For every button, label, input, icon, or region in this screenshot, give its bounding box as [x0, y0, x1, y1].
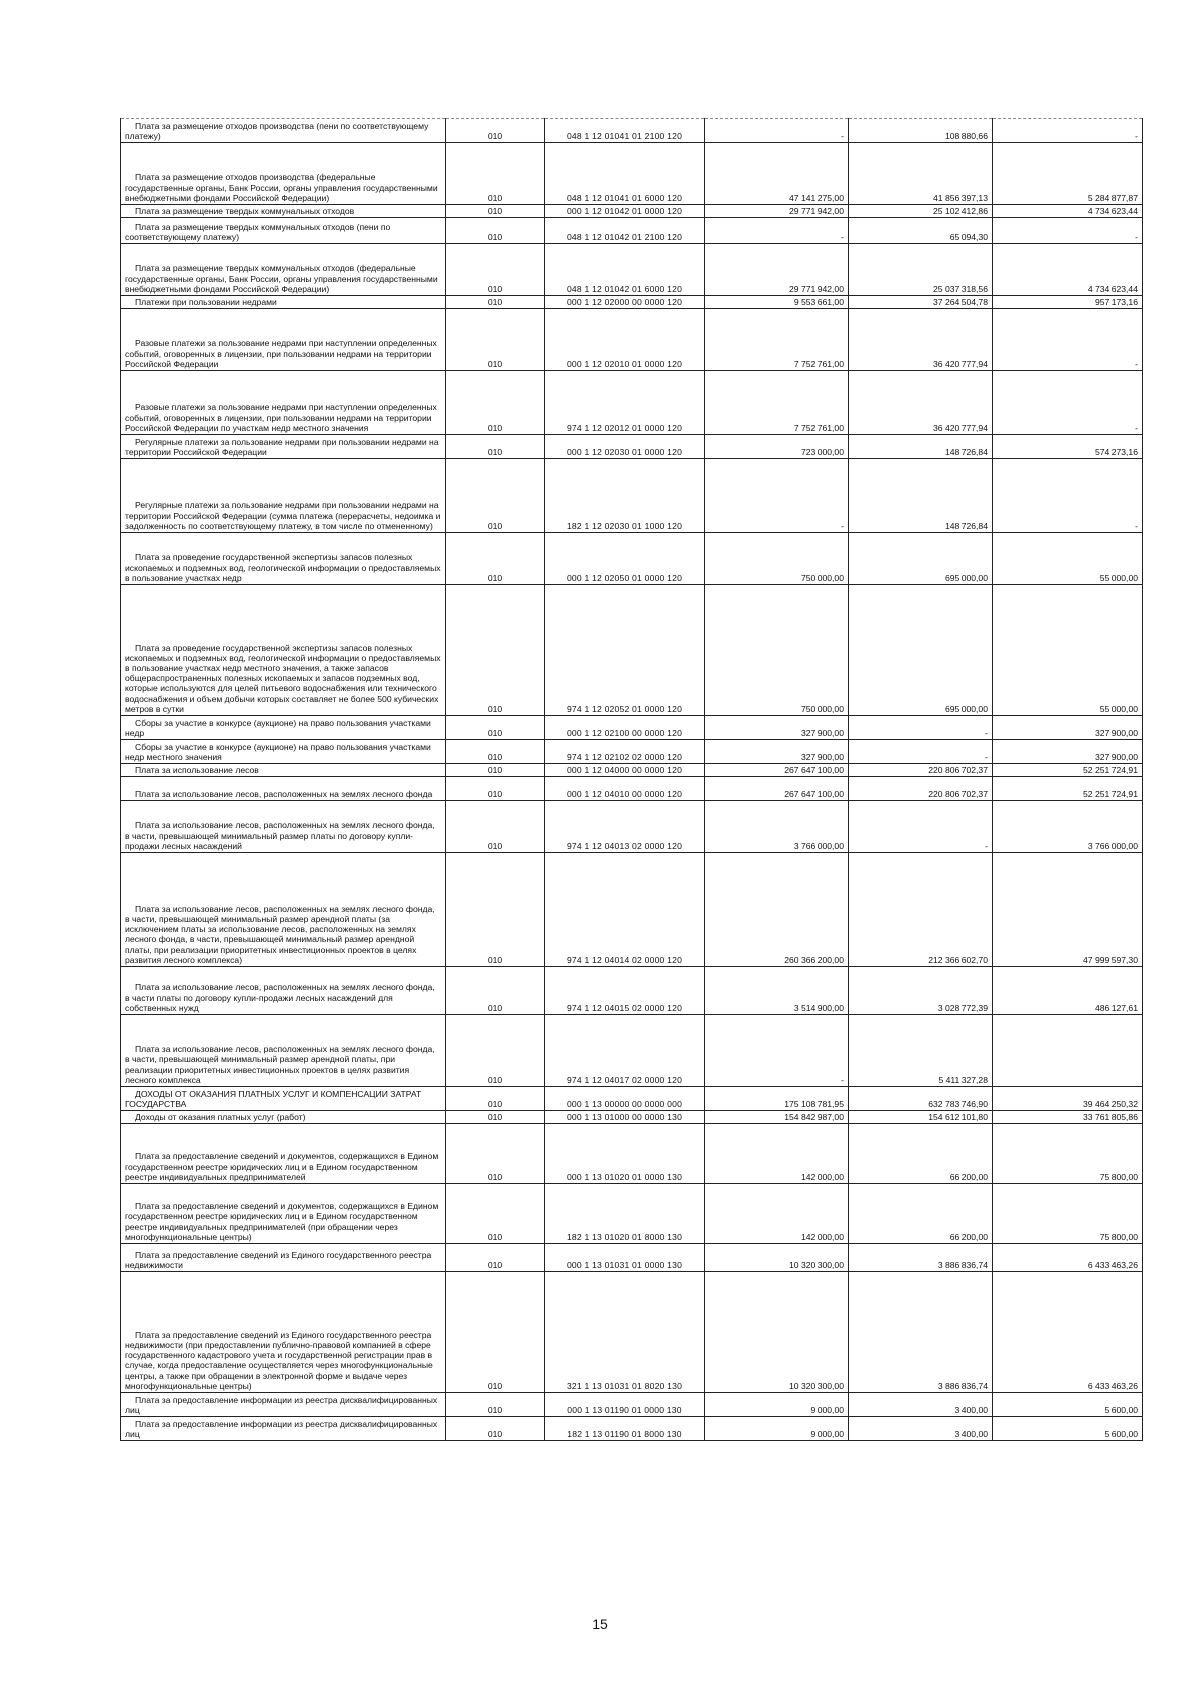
row-approved-amount: 9 553 661,00 — [705, 296, 849, 309]
row-budget-code: 048 1 12 01042 01 6000 120 — [545, 244, 705, 296]
row-executed-amount: 3 886 836,74 — [849, 1244, 993, 1272]
row-name: Сборы за участие в конкурсе (аукционе) на право пользования участками недр — [121, 716, 446, 740]
row-unexecuted-amount: 5 600,00 — [993, 1417, 1143, 1441]
row-unexecuted-amount: 75 800,00 — [993, 1124, 1143, 1184]
row-budget-code: 000 1 13 01000 00 0000 130 — [545, 1111, 705, 1124]
row-executed-amount: 3 400,00 — [849, 1417, 993, 1441]
row-line-code: 010 — [446, 296, 545, 309]
row-executed-amount: 220 806 702,37 — [849, 764, 993, 777]
row-budget-code: 048 1 12 01042 01 2100 120 — [545, 218, 705, 244]
row-approved-amount: 267 647 100,00 — [705, 777, 849, 801]
row-name: Плата за предоставление информации из реестра дисквалифицированных лиц — [121, 1417, 446, 1441]
row-approved-amount: - — [705, 119, 849, 143]
row-approved-amount: 29 771 942,00 — [705, 244, 849, 296]
row-unexecuted-amount: 52 251 724,91 — [993, 764, 1143, 777]
row-budget-code: 974 1 12 04015 02 0000 120 — [545, 967, 705, 1015]
row-unexecuted-amount: 52 251 724,91 — [993, 777, 1143, 801]
row-approved-amount: 10 320 300,00 — [705, 1244, 849, 1272]
table-row — [121, 1124, 1143, 1184]
row-executed-amount: 695 000,00 — [849, 585, 993, 716]
row-unexecuted-amount: - — [993, 371, 1143, 435]
row-budget-code: 048 1 12 01041 01 2100 120 — [545, 119, 705, 143]
row-name: Плата за предоставление сведений из Единого государственного реестра недвижимости (при предоставлении публично-правовой компанией в сфере государственного кадастрового учета и государственной регистрации прав в случае, когда предоставление осуществляется через многофункциональные центры, а также при обращении в электронной форме и выдаче через многофункциональные центры) — [121, 1272, 446, 1393]
row-line-code: 010 — [446, 777, 545, 801]
row-line-code: 010 — [446, 1272, 545, 1393]
row-unexecuted-amount: 3 766 000,00 — [993, 801, 1143, 853]
row-line-code: 010 — [446, 1393, 545, 1417]
row-name: ДОХОДЫ ОТ ОКАЗАНИЯ ПЛАТНЫХ УСЛУГ И КОМПЕНСАЦИИ ЗАТРАТ ГОСУДАРСТВА — [121, 1087, 446, 1111]
row-executed-amount: 154 612 101,80 — [849, 1111, 993, 1124]
row-name: Плата за использование лесов — [121, 764, 446, 777]
row-unexecuted-amount: - — [993, 218, 1143, 244]
row-executed-amount: 695 000,00 — [849, 533, 993, 585]
row-approved-amount: 3 514 900,00 — [705, 967, 849, 1015]
row-line-code: 010 — [446, 1111, 545, 1124]
row-name: Регулярные платежи за пользование недрами при пользовании недрами на территории Российской Федерации (сумма платежа (перерасчеты, недоимка и задолженность по соответствующему платежу, в том числе по отмененному) — [121, 459, 446, 533]
row-line-code: 010 — [446, 1417, 545, 1441]
row-executed-amount: 36 420 777,94 — [849, 371, 993, 435]
row-line-code: 010 — [446, 459, 545, 533]
row-budget-code: 974 1 12 04017 02 0000 120 — [545, 1015, 705, 1087]
row-approved-amount: 142 000,00 — [705, 1124, 849, 1184]
row-name: Плата за использование лесов, расположенных на землях лесного фонда — [121, 777, 446, 801]
row-line-code: 010 — [446, 244, 545, 296]
row-name: Плата за использование лесов, расположенных на землях лесного фонда, в части, превышающей минимальный размер платы по договору купли-продажи лесных насаждений — [121, 801, 446, 853]
row-unexecuted-amount: 327 900,00 — [993, 740, 1143, 764]
row-budget-code: 000 1 12 02050 01 0000 120 — [545, 533, 705, 585]
row-unexecuted-amount: 75 800,00 — [993, 1184, 1143, 1244]
row-approved-amount: 175 108 781,95 — [705, 1087, 849, 1111]
table-row — [121, 1393, 1143, 1417]
row-name: Плата за размещение твердых коммунальных отходов — [121, 205, 446, 218]
row-line-code: 010 — [446, 716, 545, 740]
row-unexecuted-amount: 55 000,00 — [993, 585, 1143, 716]
row-unexecuted-amount: - — [993, 309, 1143, 371]
row-approved-amount: 142 000,00 — [705, 1184, 849, 1244]
table-row — [121, 1015, 1143, 1087]
row-name: Плата за предоставление сведений из Единого государственного реестра недвижимости — [121, 1244, 446, 1272]
row-unexecuted-amount: 957 173,16 — [993, 296, 1143, 309]
table-row — [121, 585, 1143, 716]
row-budget-code: 000 1 12 02100 00 0000 120 — [545, 716, 705, 740]
row-line-code: 010 — [446, 309, 545, 371]
table-row — [121, 244, 1143, 296]
row-line-code: 010 — [446, 435, 545, 459]
table-row — [121, 967, 1143, 1015]
row-approved-amount: 260 366 200,00 — [705, 853, 849, 967]
row-budget-code: 000 1 12 02000 00 0000 120 — [545, 296, 705, 309]
row-unexecuted-amount: 6 433 463,26 — [993, 1272, 1143, 1393]
row-name: Разовые платежи за пользование недрами при наступлении определенных событий, оговоренных в лицензии, при пользовании недрами на территории Российской Федерации — [121, 309, 446, 371]
row-unexecuted-amount: 6 433 463,26 — [993, 1244, 1143, 1272]
table-row — [121, 801, 1143, 853]
table-row — [121, 1244, 1143, 1272]
table-row — [121, 1087, 1143, 1111]
row-executed-amount: 3 400,00 — [849, 1393, 993, 1417]
row-unexecuted-amount: 55 000,00 — [993, 533, 1143, 585]
row-executed-amount: 148 726,84 — [849, 435, 993, 459]
row-budget-code: 321 1 13 01031 01 8020 130 — [545, 1272, 705, 1393]
table-row — [121, 143, 1143, 205]
row-name: Плата за размещение твердых коммунальных отходов (пени по соответствующему платежу) — [121, 218, 446, 244]
row-budget-code: 000 1 12 04010 00 0000 120 — [545, 777, 705, 801]
row-approved-amount: 9 000,00 — [705, 1393, 849, 1417]
row-budget-code: 000 1 13 01031 01 0000 130 — [545, 1244, 705, 1272]
row-name: Плата за использование лесов, расположенных на землях лесного фонда, в части платы по договору купли-продажи лесных насаждений для собственных нужд — [121, 967, 446, 1015]
row-budget-code: 000 1 13 01190 01 0000 130 — [545, 1393, 705, 1417]
row-name: Плата за проведение государственной экспертизы запасов полезных ископаемых и подземных вод, геологической информации о предоставляемых в пользование участках недр местного значения, а также запасов общераспространенных полезных ископаемых и запасов подземных вод, которые используются для целей питьевого водоснабжения или технического водоснабжения и объем добычи которых составляет не более 500 кубических метров в сутки — [121, 585, 446, 716]
row-unexecuted-amount: - — [993, 119, 1143, 143]
row-approved-amount: 267 647 100,00 — [705, 764, 849, 777]
row-executed-amount: 3 028 772,39 — [849, 967, 993, 1015]
table-row — [121, 1417, 1143, 1441]
row-approved-amount: 750 000,00 — [705, 585, 849, 716]
row-unexecuted-amount: - — [993, 459, 1143, 533]
row-budget-code: 974 1 12 02102 02 0000 120 — [545, 740, 705, 764]
row-approved-amount: 10 320 300,00 — [705, 1272, 849, 1393]
row-executed-amount: 66 200,00 — [849, 1124, 993, 1184]
row-executed-amount: 5 411 327,28 — [849, 1015, 993, 1087]
row-budget-code: 974 1 12 02012 01 0000 120 — [545, 371, 705, 435]
row-executed-amount: 25 102 412,86 — [849, 205, 993, 218]
row-line-code: 010 — [446, 205, 545, 218]
row-executed-amount: 212 366 602,70 — [849, 853, 993, 967]
row-executed-amount: - — [849, 716, 993, 740]
row-budget-code: 974 1 12 02052 01 0000 120 — [545, 585, 705, 716]
row-name: Платежи при пользовании недрами — [121, 296, 446, 309]
revenue-table — [120, 118, 1143, 1441]
row-line-code: 010 — [446, 1124, 545, 1184]
row-budget-code: 048 1 12 01041 01 6000 120 — [545, 143, 705, 205]
row-line-code: 010 — [446, 1184, 545, 1244]
row-approved-amount: 154 842 987,00 — [705, 1111, 849, 1124]
row-approved-amount: 7 752 761,00 — [705, 371, 849, 435]
row-line-code: 010 — [446, 764, 545, 777]
row-name: Плата за предоставление информации из реестра дисквалифицированных лиц — [121, 1393, 446, 1417]
row-name: Плата за размещение отходов производства (пени по соответствующему платежу) — [121, 119, 446, 143]
row-executed-amount: 108 880,66 — [849, 119, 993, 143]
table-row — [121, 1184, 1143, 1244]
row-executed-amount: - — [849, 740, 993, 764]
row-executed-amount: 25 037 318,56 — [849, 244, 993, 296]
row-approved-amount: 9 000,00 — [705, 1417, 849, 1441]
table-row — [121, 309, 1143, 371]
row-executed-amount: 3 886 836,74 — [849, 1272, 993, 1393]
row-line-code: 010 — [446, 119, 545, 143]
row-name: Плата за размещение твердых коммунальных отходов (федеральные государственные органы, Банк России, органы управления государственными внебюджетными фондами Российской Федерации) — [121, 244, 446, 296]
row-approved-amount: 750 000,00 — [705, 533, 849, 585]
row-unexecuted-amount: 33 761 805,86 — [993, 1111, 1143, 1124]
row-name: Регулярные платежи за пользование недрами при пользовании недрами на территории Российской Федерации — [121, 435, 446, 459]
row-budget-code: 182 1 12 02030 01 1000 120 — [545, 459, 705, 533]
row-executed-amount: 632 783 746,90 — [849, 1087, 993, 1111]
table-row — [121, 764, 1143, 777]
row-approved-amount: - — [705, 218, 849, 244]
row-unexecuted-amount: 4 734 623,44 — [993, 205, 1143, 218]
row-executed-amount: 37 264 504,78 — [849, 296, 993, 309]
row-unexecuted-amount: 327 900,00 — [993, 716, 1143, 740]
row-executed-amount: 66 200,00 — [849, 1184, 993, 1244]
page-number: 15 — [592, 1616, 608, 1632]
table-row — [121, 716, 1143, 740]
table-row — [121, 853, 1143, 967]
row-approved-amount: - — [705, 1015, 849, 1087]
row-approved-amount: 723 000,00 — [705, 435, 849, 459]
row-line-code: 010 — [446, 801, 545, 853]
table-row — [121, 533, 1143, 585]
table-row — [121, 218, 1143, 244]
row-executed-amount: 41 856 397,13 — [849, 143, 993, 205]
row-name: Плата за предоставление сведений и документов, содержащихся в Едином государственном реестре юридических лиц и в Едином государственном реестре индивидуальных предпринимателей — [121, 1124, 446, 1184]
row-line-code: 010 — [446, 853, 545, 967]
row-unexecuted-amount: 5 284 877,87 — [993, 143, 1143, 205]
table-row — [121, 296, 1143, 309]
row-executed-amount: 65 094,30 — [849, 218, 993, 244]
row-line-code: 010 — [446, 1015, 545, 1087]
row-budget-code: 182 1 13 01190 01 8000 130 — [545, 1417, 705, 1441]
row-executed-amount: 36 420 777,94 — [849, 309, 993, 371]
row-line-code: 010 — [446, 218, 545, 244]
row-unexecuted-amount: 5 600,00 — [993, 1393, 1143, 1417]
table-row — [121, 1272, 1143, 1393]
row-executed-amount: - — [849, 801, 993, 853]
table-row — [121, 371, 1143, 435]
row-unexecuted-amount — [993, 1015, 1143, 1087]
row-budget-code: 000 1 12 02030 01 0000 120 — [545, 435, 705, 459]
row-budget-code: 000 1 12 02010 01 0000 120 — [545, 309, 705, 371]
row-budget-code: 000 1 12 01042 01 0000 120 — [545, 205, 705, 218]
row-line-code: 010 — [446, 585, 545, 716]
row-line-code: 010 — [446, 1244, 545, 1272]
table-row — [121, 459, 1143, 533]
row-line-code: 010 — [446, 1087, 545, 1111]
row-unexecuted-amount: 574 273,16 — [993, 435, 1143, 459]
table-row — [121, 1111, 1143, 1124]
row-name: Сборы за участие в конкурсе (аукционе) на право пользования участками недр местного значения — [121, 740, 446, 764]
row-name: Плата за использование лесов, расположенных на землях лесного фонда, в части, превышающей минимальный размер арендной платы, при реализации приоритетных инвестиционных проектов в целях развития лесного комплекса — [121, 1015, 446, 1087]
row-executed-amount: 148 726,84 — [849, 459, 993, 533]
row-executed-amount: 220 806 702,37 — [849, 777, 993, 801]
row-name: Плата за размещение отходов производства (федеральные государственные органы, Банк России, органы управления государственными внебюджетными фондами Российской Федерации) — [121, 143, 446, 205]
table-row — [121, 119, 1143, 143]
row-name: Плата за предоставление сведений и документов, содержащихся в Едином государственном реестре юридических лиц и в Едином государственном реестре индивидуальных предпринимателей (при обращении через многофункциональные центры) — [121, 1184, 446, 1244]
row-approved-amount: 7 752 761,00 — [705, 309, 849, 371]
revenue-table-body — [121, 119, 1143, 1441]
row-unexecuted-amount: 4 734 623,44 — [993, 244, 1143, 296]
row-name: Разовые платежи за пользование недрами при наступлении определенных событий, оговоренных в лицензии, при пользовании недрами на территории Российской Федерации по участкам недр местного значения — [121, 371, 446, 435]
row-unexecuted-amount: 486 127,61 — [993, 967, 1143, 1015]
table-row — [121, 435, 1143, 459]
row-name: Доходы от оказания платных услуг (работ) — [121, 1111, 446, 1124]
row-unexecuted-amount: 39 464 250,32 — [993, 1087, 1143, 1111]
row-approved-amount: 3 766 000,00 — [705, 801, 849, 853]
table-row — [121, 205, 1143, 218]
row-line-code: 010 — [446, 371, 545, 435]
table-row — [121, 777, 1143, 801]
row-approved-amount: - — [705, 459, 849, 533]
row-approved-amount: 47 141 275,00 — [705, 143, 849, 205]
row-budget-code: 974 1 12 04013 02 0000 120 — [545, 801, 705, 853]
row-budget-code: 182 1 13 01020 01 8000 130 — [545, 1184, 705, 1244]
row-approved-amount: 327 900,00 — [705, 740, 849, 764]
row-line-code: 010 — [446, 533, 545, 585]
row-line-code: 010 — [446, 740, 545, 764]
row-approved-amount: 29 771 942,00 — [705, 205, 849, 218]
row-budget-code: 000 1 12 04000 00 0000 120 — [545, 764, 705, 777]
row-budget-code: 000 1 13 00000 00 0000 000 — [545, 1087, 705, 1111]
row-approved-amount: 327 900,00 — [705, 716, 849, 740]
row-unexecuted-amount: 47 999 597,30 — [993, 853, 1143, 967]
row-name: Плата за проведение государственной экспертизы запасов полезных ископаемых и подземных вод, геологической информации о предоставляемых в пользование участках недр — [121, 533, 446, 585]
row-budget-code: 000 1 13 01020 01 0000 130 — [545, 1124, 705, 1184]
row-budget-code: 974 1 12 04014 02 0000 120 — [545, 853, 705, 967]
row-name: Плата за использование лесов, расположенных на землях лесного фонда, в части, превышающей минимальный размер арендной платы (за исключением платы за использование лесов, расположенных на землях лесного фонда, в части, превышающей минимальный размер арендной платы, при реализации приоритетных инвестиционных проектов в целях развития лесного комплекса) — [121, 853, 446, 967]
row-line-code: 010 — [446, 967, 545, 1015]
table-row — [121, 740, 1143, 764]
row-line-code: 010 — [446, 143, 545, 205]
